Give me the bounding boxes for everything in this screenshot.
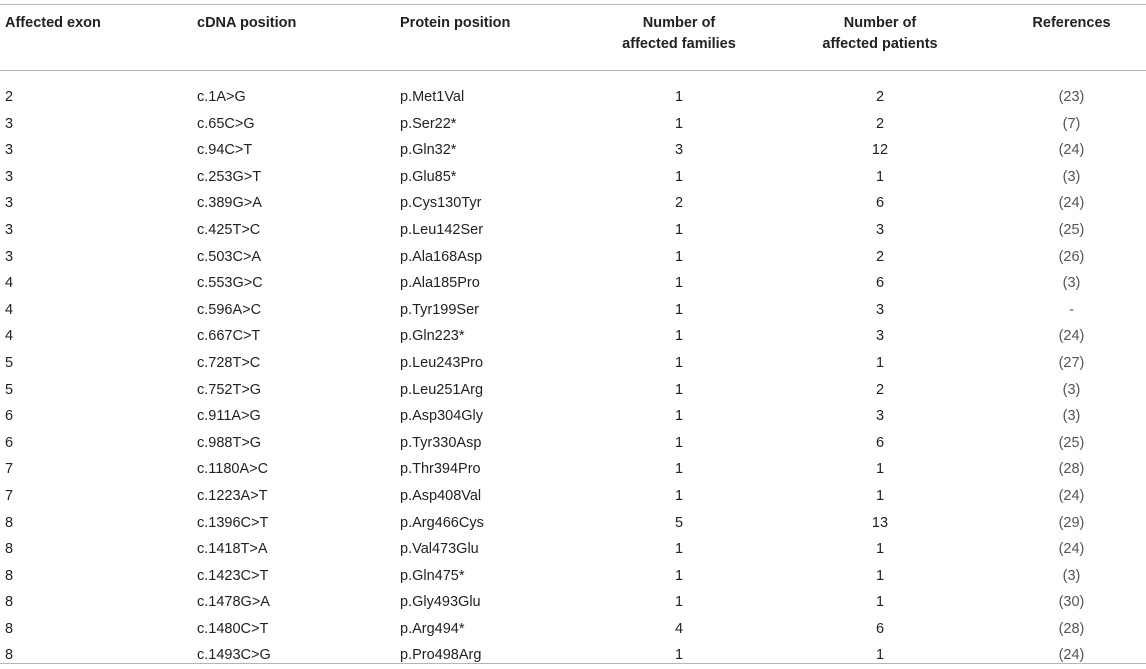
cell-affected-exon: 8 — [5, 514, 14, 531]
cell-cdna-position: c.253G>T — [197, 168, 262, 185]
cell-reference-link[interactable]: (28) — [1058, 620, 1085, 637]
cell-cdna-position: c.1418T>A — [197, 541, 268, 558]
cell-protein-position: p.Asp408Val — [400, 487, 482, 504]
table-row — [0, 78, 1146, 111]
cell-protein-position: p.Arg466Cys — [400, 514, 484, 531]
cell-reference-link[interactable]: (24) — [1058, 142, 1085, 159]
cell-protein-position: p.Val473Glu — [400, 541, 479, 558]
cell-affected-families: 1 — [674, 594, 684, 611]
cell-affected-exon: 2 — [5, 89, 14, 105]
cell-affected-exon: 6 — [5, 408, 14, 425]
cell-protein-position: p.Gln32* — [400, 142, 457, 159]
cell-affected-patients: 3 — [875, 328, 885, 345]
table-row — [0, 111, 1146, 138]
cell-protein-position: p.Gln475* — [400, 567, 465, 584]
header-affected-families — [595, 5, 763, 78]
cell-affected-patients: 1 — [875, 647, 885, 664]
table-row — [0, 536, 1146, 563]
cell-affected-patients: 1 — [875, 541, 885, 558]
cell-affected-exon: 3 — [5, 142, 14, 159]
table-row — [0, 563, 1146, 590]
cell-affected-exon: 5 — [5, 381, 14, 398]
cell-cdna-position: c.988T>G — [197, 434, 262, 451]
cell-affected-exon: 7 — [5, 461, 14, 478]
cell-protein-position: p.Thr394Pro — [400, 461, 481, 478]
cell-protein-position: p.Asp304Gly — [400, 408, 484, 425]
cell-affected-exon: 6 — [5, 434, 14, 451]
cell-protein-position: p.Leu142Ser — [400, 221, 484, 238]
cell-affected-families: 1 — [674, 647, 684, 664]
cell-protein-position: p.Leu251Arg — [400, 381, 484, 398]
table-row — [0, 297, 1146, 324]
cell-cdna-position: c.389G>A — [197, 195, 262, 212]
cell-affected-families: 5 — [674, 514, 684, 531]
cell-cdna-position: c.1423C>T — [197, 567, 269, 584]
cell-affected-patients: 12 — [871, 142, 889, 159]
table-row — [0, 350, 1146, 377]
cell-affected-families: 1 — [674, 567, 684, 584]
cell-cdna-position: c.1480C>T — [197, 620, 269, 637]
cell-affected-patients: 6 — [875, 275, 885, 292]
header-cdna-position: cDNA position — [197, 15, 297, 31]
cell-cdna-position: c.667C>T — [197, 328, 261, 345]
cell-affected-patients: 3 — [875, 408, 885, 425]
cell-affected-families: 1 — [674, 168, 684, 185]
cell-affected-exon: 8 — [5, 541, 14, 558]
cell-reference-link[interactable]: (24) — [1058, 195, 1085, 212]
cell-cdna-position: c.596A>C — [197, 301, 262, 318]
cell-affected-families: 4 — [674, 620, 684, 637]
cell-affected-patients: 2 — [875, 248, 885, 265]
cell-affected-families: 1 — [674, 221, 684, 238]
cell-cdna-position: c.503C>A — [197, 248, 262, 265]
cell-affected-exon: 4 — [5, 328, 14, 345]
cell-protein-position: p.Ser22* — [400, 115, 457, 132]
cell-reference-link[interactable]: (24) — [1058, 647, 1085, 664]
cell-cdna-position: c.911A>G — [197, 408, 261, 425]
cell-affected-families: 1 — [674, 115, 684, 132]
cell-affected-exon: 8 — [5, 647, 14, 664]
cell-reference-link[interactable]: (3) — [1062, 275, 1081, 292]
cell-cdna-position: c.1180A>C — [197, 461, 269, 478]
cell-cdna-position: c.553G>C — [197, 275, 263, 292]
cell-affected-patients: 6 — [875, 195, 885, 212]
cell-affected-exon: 3 — [5, 115, 14, 132]
cell-affected-patients: 2 — [875, 89, 885, 105]
cell-affected-exon: 3 — [5, 221, 14, 238]
cell-affected-patients: 6 — [875, 620, 885, 637]
cell-protein-position: p.Gly493Glu — [400, 594, 481, 611]
header-families-line1: Number of — [642, 15, 716, 31]
cell-protein-position: p.Met1Val — [400, 89, 465, 105]
cell-protein-position: p.Glu85* — [400, 168, 457, 185]
cell-affected-patients: 1 — [875, 168, 885, 185]
cell-affected-exon: 4 — [5, 275, 14, 292]
cell-cdna-position: c.1A>G — [197, 89, 246, 105]
cell-affected-patients: 1 — [875, 487, 885, 504]
header-affected-patients — [763, 5, 997, 78]
table-row — [0, 377, 1146, 404]
cell-affected-families: 1 — [674, 461, 684, 478]
cell-affected-exon: 8 — [5, 567, 14, 584]
table-body — [0, 78, 1146, 669]
cell-reference-link[interactable]: (27) — [1058, 354, 1085, 371]
table-row — [0, 483, 1146, 510]
header-references: References — [1032, 15, 1111, 31]
cell-protein-position: p.Ala168Asp — [400, 248, 483, 265]
table-row — [0, 244, 1146, 271]
cell-reference-link[interactable]: (3) — [1062, 381, 1081, 398]
cell-affected-families: 1 — [674, 328, 684, 345]
cell-affected-exon: 3 — [5, 168, 14, 185]
cell-affected-families: 1 — [674, 487, 684, 504]
cell-affected-families: 1 — [674, 354, 684, 371]
table-row — [0, 616, 1146, 643]
cell-affected-exon: 5 — [5, 354, 14, 371]
header-patients-line1: Number of — [843, 15, 917, 31]
cell-protein-position: p.Cys130Tyr — [400, 195, 482, 212]
cell-reference-link[interactable]: (25) — [1058, 221, 1085, 238]
table-row — [0, 510, 1146, 537]
cell-reference-link[interactable]: (24) — [1058, 328, 1085, 345]
cell-reference-link[interactable]: (3) — [1062, 168, 1081, 185]
cell-affected-patients: 1 — [875, 461, 885, 478]
table-row — [0, 642, 1146, 669]
cell-reference-link[interactable]: (26) — [1058, 248, 1085, 265]
cell-cdna-position: c.94C>T — [197, 142, 253, 159]
mutation-table — [0, 5, 1146, 669]
cell-reference-link[interactable]: (28) — [1058, 461, 1085, 478]
cell-affected-families: 1 — [674, 248, 684, 265]
cell-affected-exon: 4 — [5, 301, 14, 318]
cell-reference-link[interactable]: (30) — [1058, 594, 1085, 611]
cell-protein-position: p.Pro498Arg — [400, 647, 482, 664]
table-row — [0, 456, 1146, 483]
cell-cdna-position: c.425T>C — [197, 221, 261, 238]
cell-reference-link[interactable]: (3) — [1062, 408, 1081, 425]
cell-reference-link[interactable]: (24) — [1058, 487, 1085, 504]
cell-protein-position: p.Tyr330Asp — [400, 434, 482, 451]
table-row — [0, 403, 1146, 430]
cell-affected-exon: 8 — [5, 594, 14, 611]
cell-cdna-position: c.65C>G — [197, 115, 255, 132]
table-row — [0, 323, 1146, 350]
cell-affected-families: 1 — [674, 408, 684, 425]
table-row — [0, 270, 1146, 297]
cell-protein-position: p.Tyr199Ser — [400, 301, 479, 318]
cell-affected-families: 1 — [674, 434, 684, 451]
cell-reference-link[interactable]: (29) — [1058, 514, 1085, 531]
header-affected-exon: Affected exon — [5, 15, 101, 31]
cell-cdna-position: c.1493C>G — [197, 647, 271, 664]
cell-affected-exon: 8 — [5, 620, 14, 637]
table-row — [0, 217, 1146, 244]
cell-affected-patients: 1 — [875, 567, 885, 584]
cell-protein-position: p.Ala185Pro — [400, 275, 480, 292]
cell-affected-families: 1 — [674, 275, 684, 292]
cell-reference-link: - — [1069, 301, 1074, 318]
cell-affected-families: 1 — [674, 381, 684, 398]
table-row — [0, 137, 1146, 164]
cell-protein-position: p.Arg494* — [400, 620, 465, 637]
cell-affected-patients: 1 — [875, 354, 885, 371]
cell-affected-families: 3 — [674, 142, 684, 159]
table-header — [0, 5, 1146, 78]
cell-affected-families: 2 — [674, 195, 684, 212]
cell-affected-patients: 6 — [875, 434, 885, 451]
cell-cdna-position: c.728T>C — [197, 354, 261, 371]
cell-cdna-position: c.1223A>T — [197, 487, 268, 504]
cell-affected-patients: 13 — [871, 514, 889, 531]
cell-affected-patients: 1 — [875, 594, 885, 611]
cell-reference-link[interactable]: (24) — [1058, 541, 1085, 558]
header-row — [0, 5, 1146, 78]
cell-reference-link[interactable]: (3) — [1062, 567, 1081, 584]
header-patients-line2: affected patients — [822, 36, 938, 52]
table-row — [0, 589, 1146, 616]
cell-protein-position: p.Gln223* — [400, 328, 465, 345]
cell-affected-exon: 7 — [5, 487, 14, 504]
cell-affected-families: 1 — [674, 301, 684, 318]
header-families-line2: affected families — [622, 36, 736, 52]
table-row — [0, 190, 1146, 217]
table-row — [0, 164, 1146, 191]
cell-reference-link[interactable]: (23) — [1058, 89, 1085, 105]
header-protein-position: Protein position — [400, 15, 511, 31]
table-row — [0, 430, 1146, 457]
cell-affected-patients: 2 — [875, 115, 885, 132]
cell-affected-patients: 2 — [875, 381, 885, 398]
cell-protein-position: p.Leu243Pro — [400, 354, 484, 371]
cell-cdna-position: c.752T>G — [197, 381, 262, 398]
cell-affected-patients: 3 — [875, 221, 885, 238]
cell-affected-exon: 3 — [5, 248, 14, 265]
cell-affected-families: 1 — [674, 89, 684, 105]
cell-cdna-position: c.1478G>A — [197, 594, 270, 611]
cell-reference-link[interactable]: (25) — [1058, 434, 1085, 451]
cell-cdna-position: c.1396C>T — [197, 514, 269, 531]
cell-affected-families: 1 — [674, 541, 684, 558]
cell-reference-link[interactable]: (7) — [1062, 115, 1081, 132]
cell-affected-exon: 3 — [5, 195, 14, 212]
cell-affected-patients: 3 — [875, 301, 885, 318]
